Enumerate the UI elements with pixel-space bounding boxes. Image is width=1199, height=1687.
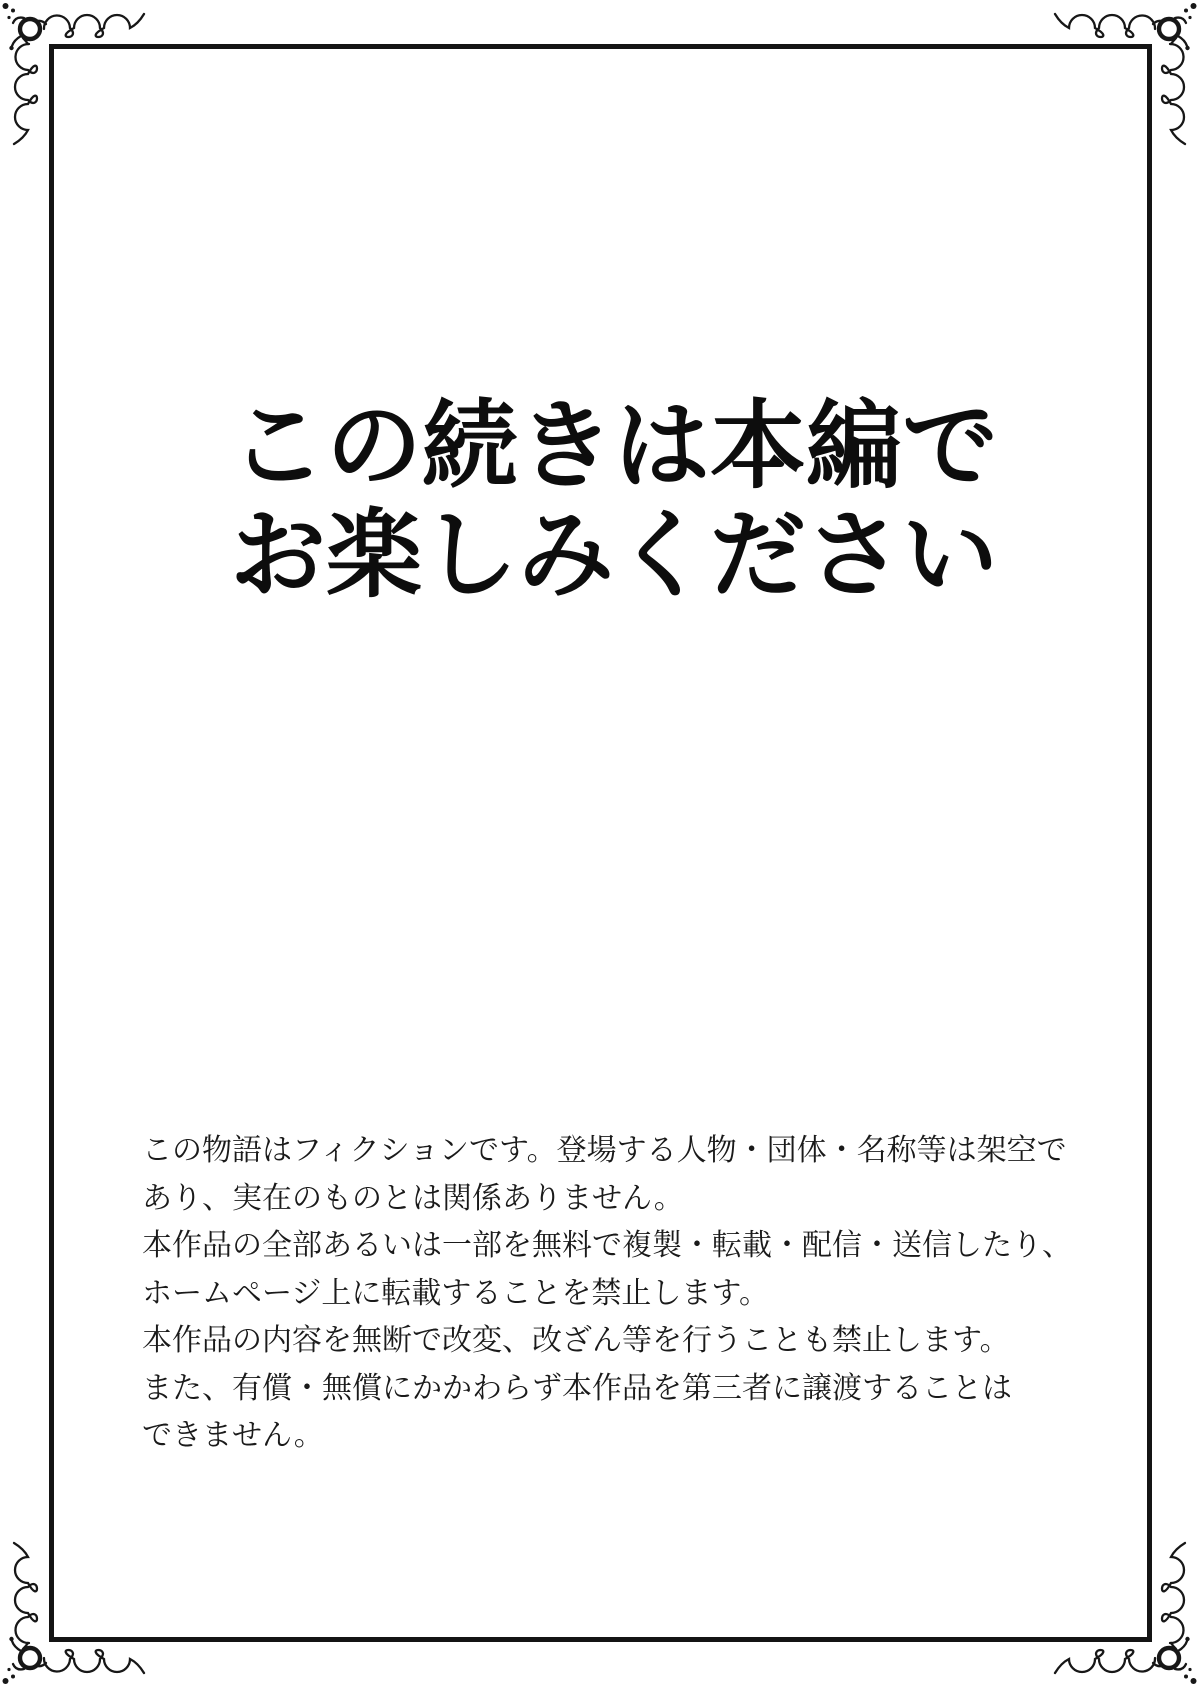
disclaimer-line: 本作品の全部あるいは一部を無料で複製・転載・配信・送信したり、 — [142, 1229, 1072, 1262]
copyright-disclaimer — [142, 1127, 1072, 1460]
disclaimer-line: 本作品の内容を無断で改変、改ざん等を行うことも禁止します。 — [142, 1324, 1010, 1357]
disclaimer-line: また、有償・無償にかかわらず本作品を第三者に譲渡することは — [142, 1371, 1012, 1405]
continuation-notice-line-2: お楽しみください — [230, 502, 998, 609]
disclaimer-line: できません。 — [142, 1419, 324, 1452]
disclaimer-line: この物語はフィクションです。登場する人物・団体・名称等は架空で — [142, 1134, 1067, 1167]
disclaimer-line: あり、実在のものとは関係ありません。 — [142, 1181, 684, 1215]
disclaimer-line: ホームページ上に転載することを禁止します。 — [142, 1276, 769, 1310]
continuation-notice-line-1: この続きは本編で — [230, 393, 998, 500]
continuation-notice — [230, 392, 998, 610]
